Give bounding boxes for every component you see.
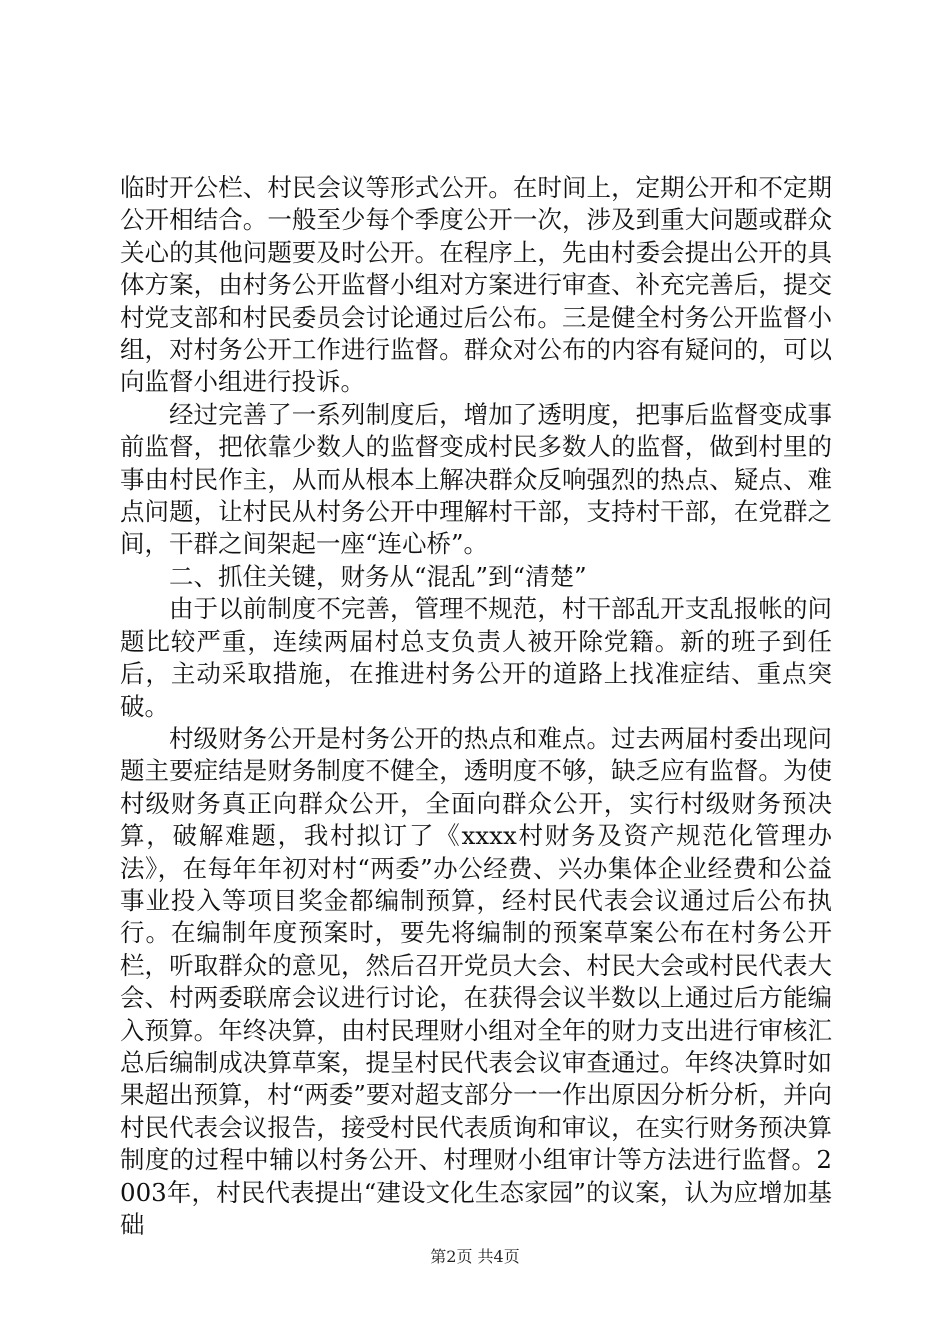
paragraph-4: 村级财务公开是村务公开的热点和难点。过去两届村委出现问题主要症结是财务制度不健全，透明度不够，缺乏应有监督。为使村级财务真正向群众公开，全面向群众公开，实行村级财务预决算，破解难题，我村拟订了《xxxx村财务及资产规范化管理办法》，在每年年初对村“两委”办公经费、兴办集体企业经费和公益事业投入等项目奖金都编制预算，经村民代表会议通过后公布执行。在编制年度预案时，要先将编制的预案草案公布在村务公开栏，听取群众的意见，然后召开党员大会、村民大会或村民代表大会、村两委联席会议进行讨论，在获得会议半数以上通过后方能编入预算。年终决算，由村民理财小组对全年的财力支出进行审核汇总后编制成决算草案，提呈村民代表会议审查通过。年终决算时如果超出预算，村“两委”要对超支部分一一作出原因分析分析，并向村民代表会议报告，接受村民代表质询和审议，在实行财务预决算制度的过程中辅以村务公开、村理财小组审计等方法进行监督。2003年，村民代表提出“建设文化生态家园”的议案，认为应增加基础 <box>120 723 832 1239</box>
section-heading: 二、抓住关键，财务从“混乱”到“清楚” <box>169 561 587 591</box>
paragraph-1: 临时开公栏、村民会议等形式公开。在时间上，定期公开和不定期公开相结合。一般至少每个季度公开一次，涉及到重大问题或群众关心的其他问题要及时公开。在程序上，先由村委会提出公开的具体方案，由村务公开监督小组对方案进行审查、补充完善后，提交村党支部和村民委员会讨论通过后公布。三是健全村务公开监督小组，对村务公开工作进行监督。群众对公布的内容有疑问的，可以向监督小组进行投诉。 <box>120 173 832 397</box>
page-footer: 第2页 共4页 <box>430 1247 520 1266</box>
paragraph-2: 经过完善了一系列制度后，增加了透明度，把事后监督变成事前监督，把依靠少数人的监督变成村民多数人的监督，做到村里的事由村民作主，从而从根本上解决群众反响强烈的热点、疑点、难点问题，让村民从村务公开中理解村干部，支持村干部，在党群之间，干群之间架起一座“连心桥”。 <box>120 399 832 559</box>
document-body <box>120 172 832 1241</box>
paragraph-3: 由于以前制度不完善，管理不规范，村干部乱开支乱报帐的问题比较严重，连续两届村总支负责人被开除党籍。新的班子到任后，主动采取措施，在推进村务公开的道路上找准症结、重点突破。 <box>120 594 832 721</box>
